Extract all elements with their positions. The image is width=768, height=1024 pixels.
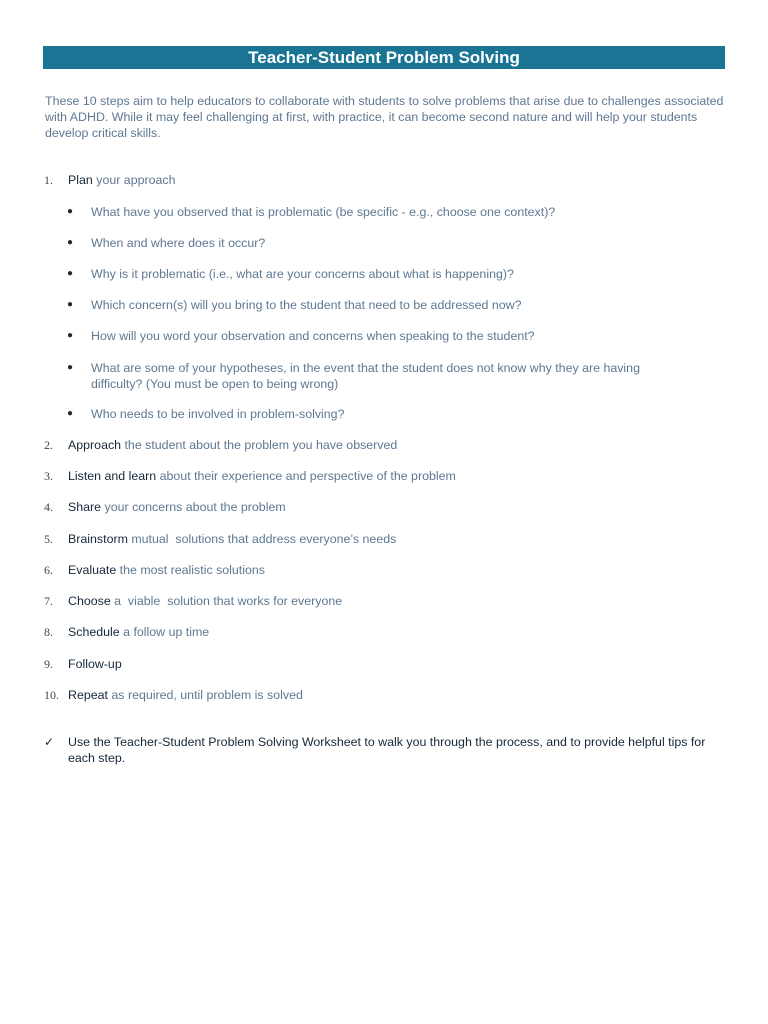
bullet-text: How will you word your observation and concerns when speaking to the student? [91, 329, 535, 343]
step-number: 5. [44, 532, 53, 546]
step-keyword: Choose [68, 594, 111, 608]
bullet-icon: ● [67, 330, 74, 341]
step-keyword: Plan [68, 173, 93, 187]
step-text [68, 499, 728, 515]
bullet-text: Who needs to be involved in problem-solving? [91, 407, 345, 421]
bullet-text: What have you observed that is problematic (be specific - e.g., choose one context)? [91, 205, 556, 219]
step-description: about their experience and perspective of the problem [156, 469, 456, 483]
step-description: the most realistic solutions [116, 563, 265, 577]
step-text [68, 593, 728, 609]
step-description: a follow up time [119, 625, 210, 639]
step-number: 1. [44, 173, 53, 187]
step-number: 8. [44, 625, 53, 639]
step-text [68, 468, 728, 484]
step-number: 3. [44, 469, 53, 483]
page-title: Teacher-Student Problem Solving [43, 46, 725, 69]
step-keyword: Approach [68, 438, 122, 452]
step-number: 7. [44, 594, 53, 608]
step-number: 6. [44, 563, 53, 577]
step-number: 10. [44, 688, 59, 702]
bullet-icon: ● [67, 206, 74, 217]
step-description: as required, until problem is solved [107, 688, 303, 702]
step-text [68, 562, 728, 578]
intro-paragraph: These 10 steps aim to help educators to collaborate with students to solve problems that arise due to challenges associated with ADHD. While it may feel challenging at first, with practice, it can become second nature and will help your students develop critical skills. [45, 94, 724, 140]
step-text [68, 687, 728, 703]
step-keyword: Repeat [68, 688, 108, 702]
check-icon: ✓ [44, 735, 55, 749]
step-description: your approach [92, 173, 176, 187]
bullet-text: Why is it problematic (i.e., what are your concerns about what is happening)? [91, 267, 514, 281]
step-number: 2. [44, 438, 53, 452]
bullet-icon: ● [67, 362, 74, 373]
step-keyword: Schedule [68, 625, 120, 639]
step-number: 9. [44, 657, 53, 671]
bullet-text: Which concern(s) will you bring to the student that need to be addressed now? [91, 298, 522, 312]
step-keyword: Listen and learn [68, 469, 157, 483]
bullet-text: When and where does it occur? [91, 236, 266, 250]
step-text [68, 172, 728, 188]
step-text [68, 656, 728, 672]
step-keyword: Brainstorm [68, 532, 128, 546]
step-keyword: Evaluate [68, 563, 117, 577]
note-text: Use the Teacher-Student Problem Solving Worksheet to walk you through the process, and to provide helpful tips for each step. [68, 735, 706, 765]
step-text [68, 437, 728, 453]
step-number: 4. [44, 500, 53, 514]
bullet-text: What are some of your hypotheses, in the event that the student does not know why they are having difficulty? (You must be open to being wrong) [91, 361, 640, 391]
bullet-icon: ● [67, 237, 74, 248]
step-keyword: Follow-up [68, 657, 122, 671]
step-description: mutual solutions that address everyone’s needs [127, 532, 397, 546]
bullet-icon: ● [67, 299, 74, 310]
step-description: a viable solution that works for everyone [110, 594, 343, 608]
step-description: the student about the problem you have observed [121, 438, 398, 452]
step-text [68, 531, 728, 547]
step-description: your concerns about the problem [101, 500, 286, 514]
bullet-icon: ● [67, 408, 74, 419]
bullet-icon: ● [67, 268, 74, 279]
step-text [68, 624, 728, 640]
step-keyword: Share [68, 500, 102, 514]
